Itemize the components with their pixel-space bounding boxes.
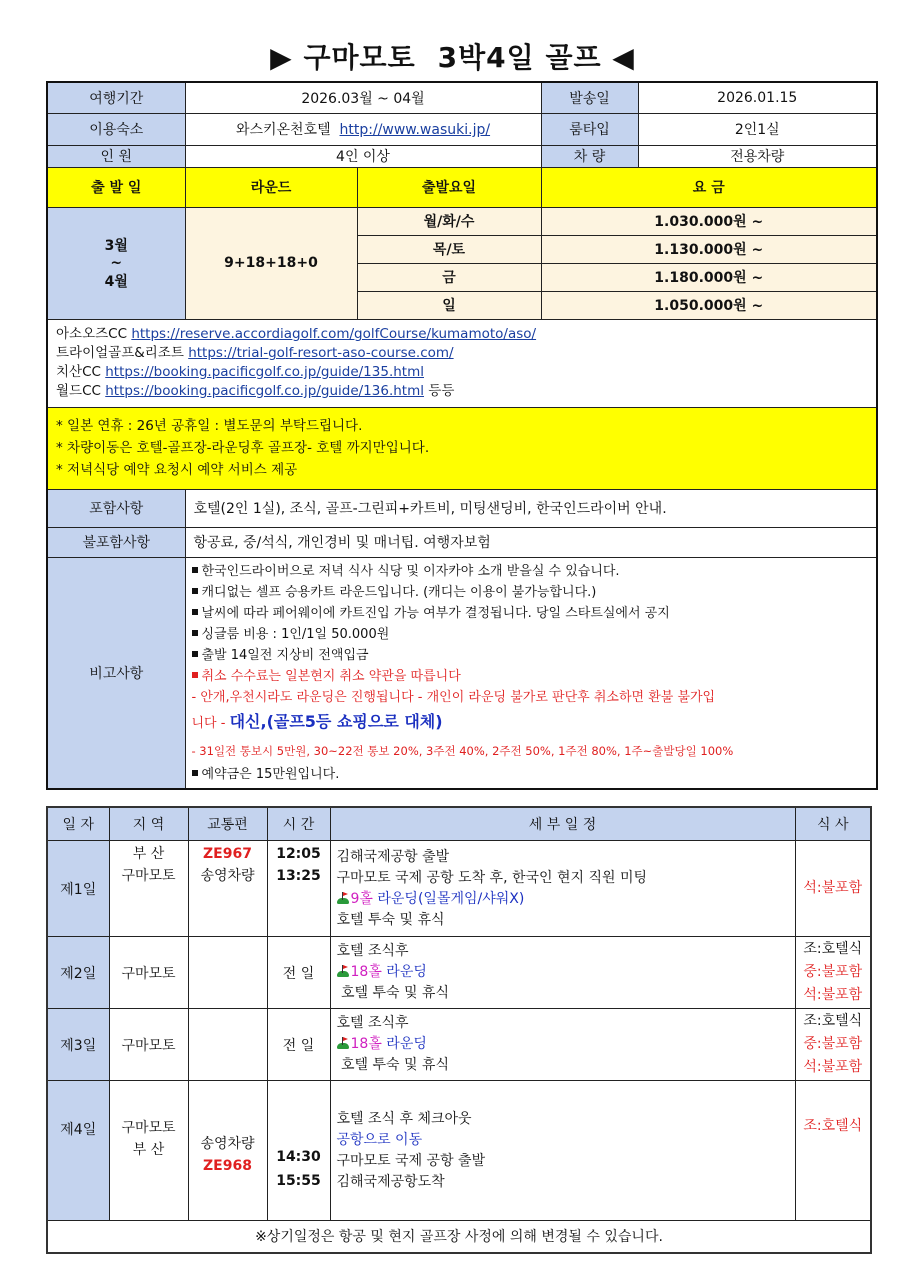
vehicle-value: 전용차량 <box>638 145 877 167</box>
cancel-policy-line: - 안개,우천시라도 라운딩은 진행됩니다 - 개인이 라운딩 불가로 판단후 취소하면 환불 불가입 <box>191 689 716 705</box>
remark-item: 싱글룸 비용 : 1인/1일 50.000원 <box>192 624 877 645</box>
price-cell: 1.050.000원 ~ <box>541 291 877 319</box>
course-item: 치산CC https://booking.pacificgolf.co.jp/guide/135.html <box>56 364 424 380</box>
itinerary-row <box>47 1081 871 1221</box>
title-duration: 3박4일 골프 <box>437 41 602 74</box>
square-bullet-icon <box>192 672 198 678</box>
square-bullet-icon <box>192 588 198 594</box>
time-cell: 14:30 15:55 <box>267 1081 330 1221</box>
left-triangle-icon: ◀ <box>612 41 635 74</box>
time-cell: 전 일 <box>267 1009 330 1081</box>
excluded-label: 불포함사항 <box>47 527 185 557</box>
time-cell: 전 일 <box>267 937 330 1009</box>
schedule-cell: 호텔 조식후 18홀 라운딩 호텔 투숙 및 휴식 <box>330 1009 795 1081</box>
col-day: 일 자 <box>47 807 109 841</box>
region-cell: 부 산 구마모토 <box>109 841 188 937</box>
region-cell: 구마모토 <box>109 1009 188 1081</box>
people-label: 인 원 <box>47 145 185 167</box>
transport-cell <box>188 937 267 1009</box>
schedule-cell: 호텔 조식 후 체크아웃 공항으로 이동 구마모토 국제 공항 출발 김해국제공항도착 <box>330 1081 795 1221</box>
square-bullet-icon <box>192 651 198 657</box>
meals-cell: 조:호텔식 중:불포함 석:불포함 <box>795 1009 871 1081</box>
vehicle-label: 차 량 <box>541 145 638 167</box>
itinerary-row <box>47 937 871 1009</box>
meals-cell: 조:호텔식 중:불포함 석:불포함 <box>795 937 871 1009</box>
room-type-value: 2인1실 <box>638 113 877 145</box>
itinerary-row <box>47 1009 871 1081</box>
course-link[interactable]: https://trial-golf-resort-aso-course.com/ <box>188 345 454 361</box>
sent-date-value: 2026.01.15 <box>638 82 877 113</box>
deposit-note: 예약금은 15만원입니다. <box>192 764 877 785</box>
golf-flag-icon <box>337 965 349 977</box>
flight-number: ZE968 <box>203 1158 252 1174</box>
title-destination: 구마모토 <box>303 41 416 74</box>
time-cell: 12:05 13:25 <box>267 841 330 937</box>
course-link[interactable]: https://reserve.accordiagolf.com/golfCourse/kumamoto/aso/ <box>131 326 537 342</box>
month-start: 3월 <box>104 238 128 254</box>
cancel-policy-line: 니다 - 대신,(골프5등 쇼핑으로 대체) <box>191 711 443 731</box>
remark-item: 출발 14일전 지상비 전액입금 <box>192 645 877 666</box>
month-separator: ~ <box>110 255 123 271</box>
rounds-value: 9+18+18+0 <box>185 207 357 319</box>
departure-months <box>47 207 185 319</box>
included-label: 포함사항 <box>47 489 185 527</box>
col-region: 지 역 <box>109 807 188 841</box>
col-time: 시 간 <box>267 807 330 841</box>
itinerary-row <box>47 841 871 937</box>
price-cell: 1.130.000원 ~ <box>541 235 877 263</box>
transport-cell <box>188 1009 267 1081</box>
right-triangle-icon: ▶ <box>270 41 293 74</box>
transport-cell: 송영차량 ZE968 <box>188 1081 267 1221</box>
day-label: 제3일 <box>47 1009 109 1081</box>
meals-cell: 석:불포함 <box>795 841 871 937</box>
remark-item: 캐디없는 셀프 승용카트 라운드입니다. (캐디는 이용이 불가능합니다.) <box>192 582 877 603</box>
remark-item: 날씨에 따라 페어웨이에 카트진입 가능 여부가 결정됩니다. 당일 스타트실에서 공지 <box>192 603 877 624</box>
hotel-name: 와스키온천호텔 <box>235 122 331 138</box>
golf-round: 18홀 라운딩 <box>337 962 795 983</box>
day-label: 제4일 <box>47 1081 109 1221</box>
notice-line: * 일본 연휴 : 26년 공휴일 : 별도문의 부탁드립니다. <box>56 418 363 434</box>
schedule-cell: 김해국제공항 출발 구마모토 국제 공항 도착 후, 한국인 현지 직원 미팅 9홀 라운딩(일몰게임/샤워X) 호텔 투숙 및 휴식 <box>330 841 795 937</box>
notice-line: * 차량이동은 호텔-골프장-라운딩후 골프장- 호텔 까지만입니다. <box>56 440 430 456</box>
remark-item: 한국인드라이버으로 저녁 식사 식당 및 이자카야 소개 받을실 수 있습니다. <box>192 561 877 582</box>
golf-round: 18홀 라운딩 <box>337 1034 795 1055</box>
day-label: 제1일 <box>47 841 109 937</box>
col-transport: 교통편 <box>188 807 267 841</box>
course-link[interactable]: https://booking.pacificgolf.co.jp/guide/136.html <box>105 383 424 399</box>
weekday-cell: 금 <box>357 263 541 291</box>
period-label: 여행기간 <box>47 82 185 113</box>
flight-number: ZE967 <box>203 846 252 862</box>
room-type-label: 룸타입 <box>541 113 638 145</box>
rounds-header: 라운드 <box>185 167 357 207</box>
cancel-policy-title: 취소 수수료는 일본현지 취소 약관을 따릅니다 <box>192 666 877 687</box>
trip-info-table <box>46 81 878 790</box>
price-cell: 1.030.000원 ~ <box>541 207 877 235</box>
sent-date-label: 발송일 <box>541 82 638 113</box>
notice-box <box>47 407 877 489</box>
weekday-cell: 일 <box>357 291 541 319</box>
cancel-fee-schedule: - 31일전 통보시 5만원, 30~22전 통보 20%, 3주전 40%, 2주전 50%, 1주전 80%, 1주~출발당일 100% <box>191 743 734 758</box>
departure-weekday-header: 출발요일 <box>357 167 541 207</box>
region-cell: 구마모토 <box>109 937 188 1009</box>
day-label: 제2일 <box>47 937 109 1009</box>
weekday-cell: 월/화/수 <box>357 207 541 235</box>
square-bullet-icon <box>192 567 198 573</box>
included-value: 호텔(2인 1실), 조식, 골프-그린피+카트비, 미팅샌딩비, 한국인드라이버 안내. <box>185 489 877 527</box>
golf-courses-list <box>47 319 877 407</box>
weekday-cell: 목/토 <box>357 235 541 263</box>
remarks-content <box>185 557 877 789</box>
square-bullet-icon <box>192 770 198 776</box>
excluded-value: 항공료, 중/석식, 개인경비 및 매너팁. 여행자보험 <box>185 527 877 557</box>
hotel-label: 이용숙소 <box>47 113 185 145</box>
itinerary-footer-note: ※상기일정은 항공 및 현지 골프장 사정에 의해 변경될 수 있습니다. <box>47 1221 871 1253</box>
airport-transfer: 공항으로 이동 <box>336 1132 423 1148</box>
notice-line: * 저녁식당 예약 요청시 예약 서비스 제공 <box>56 462 298 478</box>
month-end: 4월 <box>104 274 128 290</box>
page-title <box>0 36 905 76</box>
schedule-cell: 호텔 조식후 18홀 라운딩 호텔 투숙 및 휴식 <box>330 937 795 1009</box>
people-value: 4인 이상 <box>185 145 541 167</box>
hotel-cell <box>185 113 541 145</box>
course-link[interactable]: https://booking.pacificgolf.co.jp/guide/135.html <box>105 364 424 380</box>
golf-flag-icon <box>337 1037 349 1049</box>
period-value: 2026.03월 ~ 04월 <box>185 82 541 113</box>
course-item: 아소오즈CC https://reserve.accordiagolf.com/golfCourse/kumamoto/aso/ <box>56 326 537 342</box>
golf-flag-icon <box>337 892 349 904</box>
golf-round: 9홀 라운딩(일몰게임/샤워X) <box>337 889 795 910</box>
hotel-link[interactable]: http://www.wasuki.jp/ <box>339 122 491 138</box>
price-header: 요 금 <box>541 167 877 207</box>
transport-cell: ZE967 송영차량 <box>188 841 267 937</box>
col-schedule: 세 부 일 정 <box>330 807 795 841</box>
remarks-label: 비고사항 <box>47 557 185 789</box>
region-cell: 구마모토 부 산 <box>109 1081 188 1221</box>
col-meals: 식 사 <box>795 807 871 841</box>
course-item: 월드CC https://booking.pacificgolf.co.jp/guide/136.html 등등 <box>56 383 455 399</box>
course-item: 트라이얼골프&리조트 https://trial-golf-resort-aso-course.com/ <box>56 345 454 361</box>
alternative-note: 대신,(골프5등 쇼핑으로 대체) <box>229 711 443 731</box>
square-bullet-icon <box>192 609 198 615</box>
itinerary-table <box>46 806 872 1254</box>
square-bullet-icon <box>192 630 198 636</box>
price-cell: 1.180.000원 ~ <box>541 263 877 291</box>
departure-header: 출 발 일 <box>47 167 185 207</box>
meals-cell: 조:호텔식 <box>795 1081 871 1221</box>
